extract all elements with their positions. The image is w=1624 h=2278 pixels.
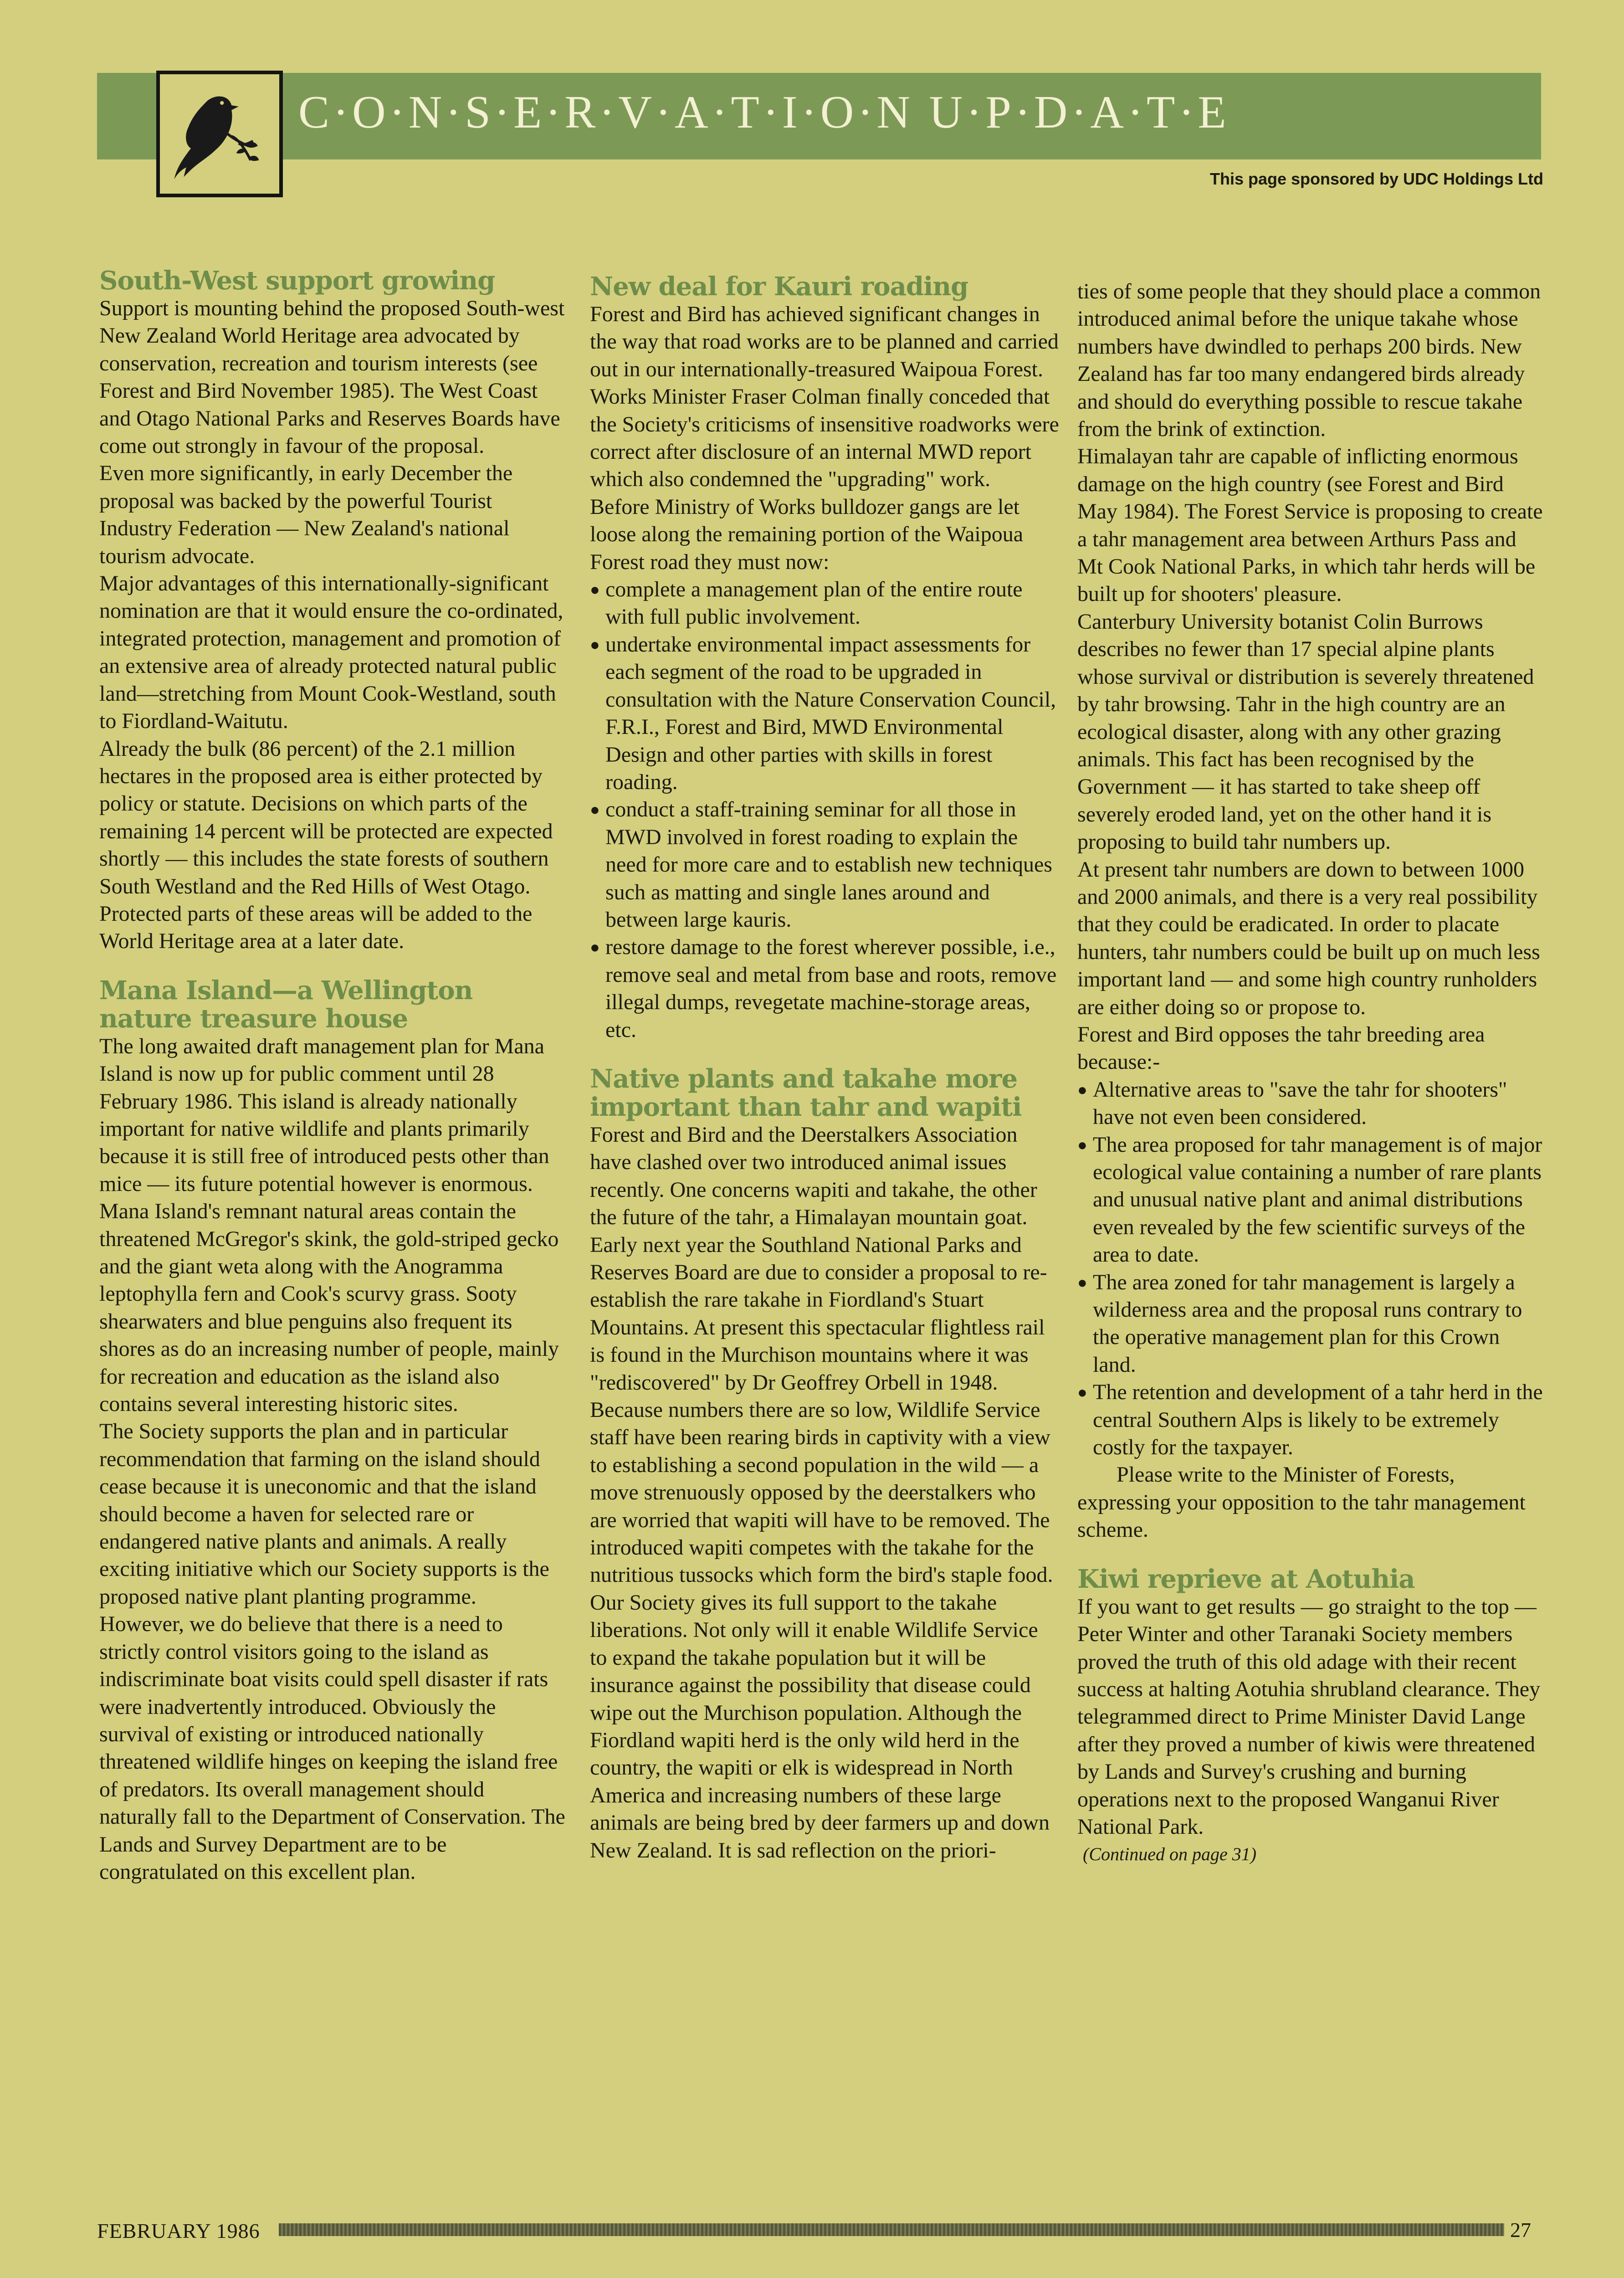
bird-logo-icon <box>160 74 279 194</box>
footer-rule <box>279 2223 1504 2236</box>
list-item: ● The retention and development of a tahr herd in the central Southern Alps is likely to be extremely costly for the taxpayer. <box>1077 1379 1547 1461</box>
list-item: ● undertake environmental impact assessments for each segment of the road to be upgraded in consultation with the Nature Conservation Council, F.R.I., Forest and Bird, MWD Environmental Design and other parties with skills in forest roading. <box>590 631 1059 796</box>
paragraph: If you want to get results — go straight to the top — Peter Winter and other Taranaki Society members proved the truth of this old adage with their recent success at halting Aotuhia shrubland clearance. They telegrammed direct to Prime Minister David Lange after they proved a number of kiwis were threatened by Lands and Survey's crushing and burning operations next to the proposed Wanganui River National Park. <box>1077 1594 1541 1839</box>
paragraph: Support is mounting behind the proposed South-west New Zealand World Heritage area advocated by conservation, recreation and tourism interests (see Forest and Bird November 1985). The West Coast and Otago National Parks and Reserves Boards have come out strongly in favour of the proposal. <box>99 296 565 458</box>
page-title: C·O·N·S·E·R·V·A·T·I·O·N U·P·D·A·T·E <box>298 87 1230 138</box>
list-item: ● The area proposed for tahr management is of major ecological value containing a number of rare plants and unusual native plant and animal distributions even revealed by the few scientific surveys of the area to date. <box>1077 1131 1547 1269</box>
heading-south-west: South-West support growing <box>99 266 495 296</box>
paragraph: Forest and Bird opposes the tahr breeding area because:- <box>1077 1022 1485 1074</box>
page-number: 27 <box>1510 2218 1531 2242</box>
heading-kiwi-reprieve: Kiwi reprieve at Aotuhia <box>1077 1564 1415 1594</box>
heading-mana-island: Mana Island—a Wellington nature treasure house <box>99 975 473 1034</box>
sponsor-line: This page sponsored by UDC Holdings Ltd <box>1209 169 1543 188</box>
paragraph: Even more significantly, in early December the proposal was backed by the powerful Tourist Industry Federation — New Zealand's national tourism advocate. <box>99 461 513 568</box>
paragraph: The Society supports the plan and in particular recommendation that farming on the island should cease because it is uneconomic and that the island should become a haven for selected rare or endangered native plants and animals. A really exciting initiative which our Society supports is the proposed native plant planting programme. However, we do believe that there is a need to strictly control visitors going to the island as indiscriminate boat visits could spell disaster if rats were inadvertently introduced. Obviously the survival of existing or introduced nationally threatened wildlife hinges on keeping the island free of predators. Its overall management should naturally fall to the Department of Conservation. The Lands and Survey Department are to be congratulated on this excellent plan. <box>99 1419 565 1884</box>
paragraph: Already the bulk (86 percent) of the 2.1 million hectares in the proposed area is either protected by policy or statute. Decisions on which parts of the remaining 14 percent will be protected are expected shortly — this includes the state forests of southern South Westland and the Red Hills of West Otago. Protected parts of these areas will be added to the World Heritage area at a later date. <box>99 736 553 954</box>
list-item: ● conduct a staff-training seminar for all those in MWD involved in forest roading to explain the need for more care and to establish new techniques such as matting and single lanes around and between large kauris. <box>590 796 1059 934</box>
paragraph: Early next year the Southland National Parks and Reserves Board are due to consider a proposal to re-establish the rare takahe in Fiordland's Stuart Mountains. At present this spectacular flightless rail is found in the Murchison mountains where it was "rediscovered" by Dr Geoffrey Orbell in 1948. Because numbers there are so low, Wildlife Service staff have been rearing birds in captivity with a view to establishing a second population in the wild — a move strenuously opposed by the deerstalkers who are worried that wapiti will have to be removed. The introduced wapiti competes with the takahe for the nutritious tussocks which form the bird's staple food. <box>590 1232 1053 1587</box>
paragraph: The long awaited draft management plan for Mana Island is now up for public comment until 28 February 1986. This island is already nationally important for native wildlife and plants primarily because it is still free of introduced pests other than mice — its future potential however is enormous. Mana Island's remnant natural areas contain the threatened McGregor's skink, the gold-striped gecko and the giant weta along with the Anogramma leptophylla fern and Cook's scurvy grass. Sooty shearwaters and blue penguins also frequent its shores as do an increasing number of people, mainly for recreation and education as the island also contains several interesting historic sites. <box>99 1034 559 1416</box>
list-item: ● complete a management plan of the entire route with full public involvement. <box>590 576 1059 631</box>
list-item: ● restore damage to the forest wherever possible, i.e., remove seal and metal from base and roots, remove illegal dumps, revegetate machine-storage areas, etc. <box>590 934 1059 1044</box>
paragraph: Canterbury University botanist Colin Burrows describes no fewer than 17 special alpine plants whose survival or distribution is severely threatened by tahr browsing. Tahr in the high country are an ecological disaster, along with any other grazing animals. This fact has been recognised by the Government — it has started to take sheep off severely eroded land, yet on the other hand it is proposing to build tahr numbers up. <box>1077 609 1534 854</box>
logo <box>156 71 283 197</box>
paragraph: Before Ministry of Works bulldozer gangs are let loose along the remaining portion of the Waipoua Forest road they must now: <box>590 494 1024 574</box>
list-item: ● Alternative areas to "save the tahr for shooters" have not even been considered. <box>1077 1076 1547 1131</box>
paragraph: Forest and Bird and the Deerstalkers Association have clashed over two introduced animal issues recently. One concerns wapiti and takahe, the other the future of the tahr, a Himalayan mountain goat. <box>590 1122 1037 1230</box>
paragraph: ties of some people that they should place a common introduced animal before the unique takahe whose numbers have dwindled to perhaps 200 birds. New Zealand has far too many endangered birds already and should do everything possible to rescue takahe from the brink of extinction. <box>1077 279 1541 441</box>
heading-kauri-roading: New deal for Kauri roading <box>590 272 968 302</box>
paragraph: Major advantages of this internationally-significant nomination are that it would ensure the co-ordinated, integrated protection, management and promotion of an extensive area of already protected natural public land—stretching from Mount Cook-Westland, south to Fiordland-Waitutu. <box>99 571 564 734</box>
list-item: ● The area zoned for tahr management is largely a wilderness area and the proposal runs contrary to the operative management plan for this Crown land. <box>1077 1269 1547 1379</box>
paragraph: At present tahr numbers are down to between 1000 and 2000 animals, and there is a very real possibility that they could be eradicated. In order to placate hunters, tahr numbers could be built up on much less important land — and some high country runholders are either doing so or propose to. <box>1077 857 1540 1019</box>
paragraph: Please write to the Minister of Forests, expressing your opposition to the tahr management scheme. <box>1077 1462 1526 1542</box>
column-1 <box>99 267 566 1886</box>
paragraph: Our Society gives its full support to the takahe liberations. Not only will it enable Wildlife Service to expand the takahe population but it will be insurance against the possibility that disease could wipe out the Murchison population. Although the Fiordland wapiti herd is the only wild herd in the country, the wapiti or elk is widespread in North America and increasing numbers of these large animals are being bred by deer farmers up and down New Zealand. It is sad reflection on the priori- <box>590 1590 1050 1862</box>
continued-note: (Continued on page 31) <box>1083 1844 1257 1865</box>
column-2 <box>590 272 1059 1864</box>
column-3 <box>1077 278 1547 1868</box>
issue-date: FEBRUARY 1986 <box>97 2219 260 2242</box>
heading-takahe: Native plants and takahe more important than tahr and wapiti <box>590 1063 1022 1122</box>
paragraph: Forest and Bird has achieved significant changes in the way that road works are to be planned and carried out in our internationally-treasured Waipoua Forest. Works Minister Fraser Colman finally conceded that the Society's criticisms of insensitive roadworks were correct after disclosure of an internal MWD report which also condemned the "upgrading" work. <box>590 302 1059 492</box>
paragraph: Himalayan tahr are capable of inflicting enormous damage on the high country (see Forest and Bird May 1984). The Forest Service is proposing to create a tahr management area between Arthurs Pass and Mt Cook National Parks, in which tahr herds will be built up for shooters' pleasure. <box>1077 444 1543 606</box>
